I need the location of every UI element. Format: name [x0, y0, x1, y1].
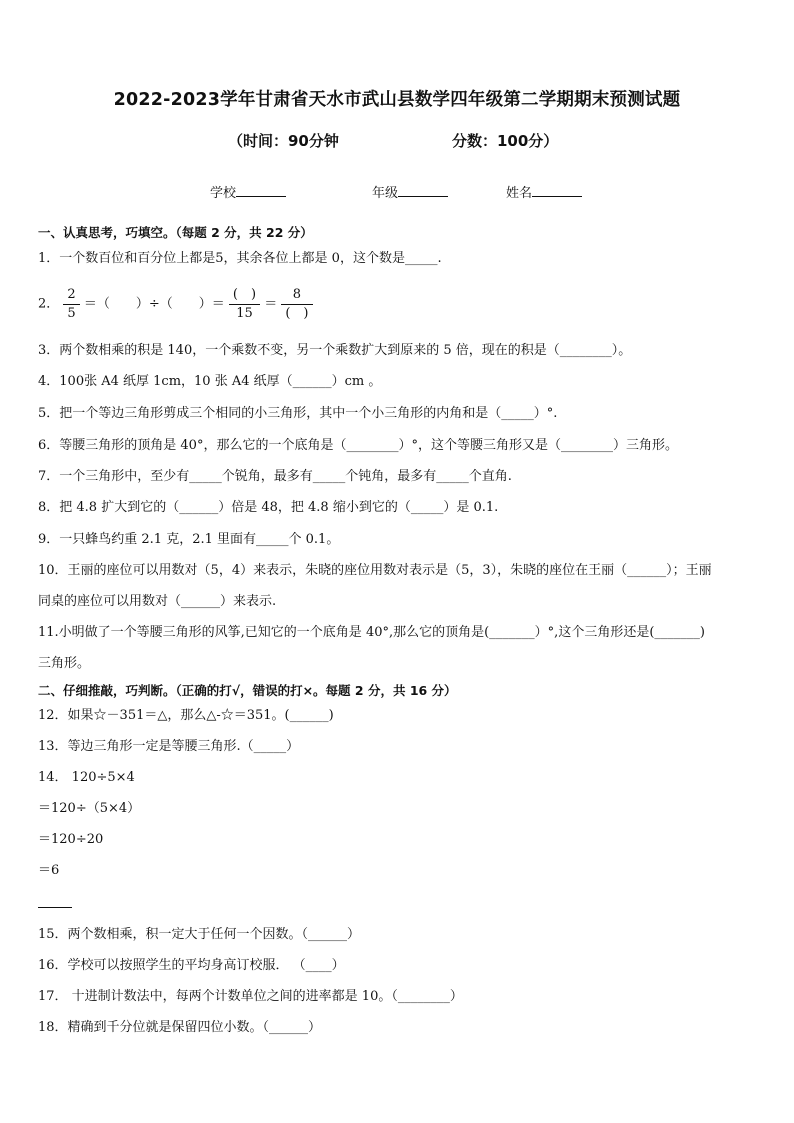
question-16: 16．学校可以按照学生的平均身高订校服． （____） [38, 958, 345, 973]
section-1-heading: 一、认真思考，巧填空。（每题 2 分，共 22 分） [38, 225, 313, 240]
question-5: 5．把一个等边三角形剪成三个相同的小三角形，其中一个小三角形的内角和是（_____）°. [38, 406, 558, 421]
q2-frac2-denominator: 15 [236, 306, 253, 321]
grade-blank [398, 184, 448, 197]
name-label: 姓名 [506, 186, 533, 201]
question-17: 17． 十进制计数法中，每两个计数单位之间的进率都是 10。（________） [38, 989, 463, 1004]
question-11-line-2: 三角形。 [38, 656, 91, 671]
question-11-line-1: 11.小明做了一个等腰三角形的风筝,已知它的一个底角是 40°,那么它的顶角是(_______）°,这个三角形还是(_______) [38, 625, 705, 640]
q2-frac3-denominator: ( ) [285, 306, 309, 321]
q2-prefix: 2． [38, 296, 60, 312]
grade-field [372, 182, 448, 201]
question-4: 4．100张 A4 纸厚 1cm，10 张 A4 纸厚（______）cm 。 [38, 374, 382, 389]
name-blank [532, 184, 582, 197]
question-15: 15．两个数相乘，积一定大于任何一个因数。（______） [38, 927, 361, 942]
question-2 [38, 286, 758, 323]
question-14-line-1: 14． 120÷5×4 [38, 770, 135, 785]
q2-frac2-numerator: ( ) [229, 286, 260, 305]
question-3: 3．两个数相乘的积是 140，一个乘数不变，另一个乘数扩大到原来的 5 倍，现在的积是（________）。 [38, 343, 632, 358]
q2-frac3-numerator: 8 [281, 286, 312, 305]
q2-fraction-3 [281, 286, 312, 323]
q2-middle: ＝（ ）÷（ ）＝ [83, 296, 225, 312]
grade-label: 年级 [372, 186, 399, 201]
question-14-line-3: ＝120÷20 [38, 832, 104, 847]
question-12: 12．如果☆－351＝△，那么△-☆＝351。(______) [38, 708, 334, 723]
question-1: 1．一个数百位和百分位上都是5，其余各位上都是 0，这个数是_____. [38, 251, 442, 266]
school-label: 学校 [210, 186, 237, 201]
question-8: 8．把 4.8 扩大到它的（______）倍是 48，把 4.8 缩小到它的（_____）是 0.1. [38, 500, 499, 515]
q2-frac1-denominator: 5 [67, 306, 76, 321]
name-field [506, 182, 582, 201]
question-13: 13．等边三角形一定是等腰三角形.（_____） [38, 739, 300, 754]
question-7: 7．一个三角形中，至少有_____个锐角，最多有_____个钝角，最多有_____个直角. [38, 469, 512, 484]
question-14-line-4: ＝6 [38, 863, 60, 878]
question-14-answer-blank [38, 895, 758, 915]
score-label: 分数：100分） [452, 132, 559, 150]
q2-frac1-numerator: 2 [63, 286, 79, 305]
question-18: 18．精确到千分位就是保留四位小数。（______） [38, 1020, 322, 1035]
section-2-heading: 二、仔细推敲，巧判断。（正确的打√，错误的打×。每题 2 分，共 16 分） [38, 683, 457, 698]
q2-fraction-1 [63, 286, 79, 323]
question-6: 6．等腰三角形的顶角是 40°，那么它的一个底角是（________）°，这个等腰三角形又是（________）三角形。 [38, 438, 678, 453]
page-title: 2022-2023学年甘肃省天水市武山县数学四年级第二学期期末预测试题 [113, 90, 681, 110]
q2-fraction-2 [229, 286, 260, 323]
q2-equals: ＝ [264, 296, 278, 312]
time-label: （时间：90分钟 [228, 132, 339, 150]
question-9: 9．一只蜂鸟约重 2.1 克，2.1 里面有_____个 0.1。 [38, 532, 340, 547]
question-10-line-1: 10．王丽的座位可以用数对（5，4）来表示，朱晓的座位用数对表示是（5，3），朱晓的座位在王丽（______）；王丽 [38, 563, 712, 578]
question-10-line-2: 同桌的座位可以用数对（______）来表示. [38, 594, 277, 609]
school-blank [236, 184, 286, 197]
school-field [210, 182, 286, 201]
question-14-line-2: ＝120÷（5×4） [38, 801, 141, 816]
answer-underline [38, 895, 72, 908]
